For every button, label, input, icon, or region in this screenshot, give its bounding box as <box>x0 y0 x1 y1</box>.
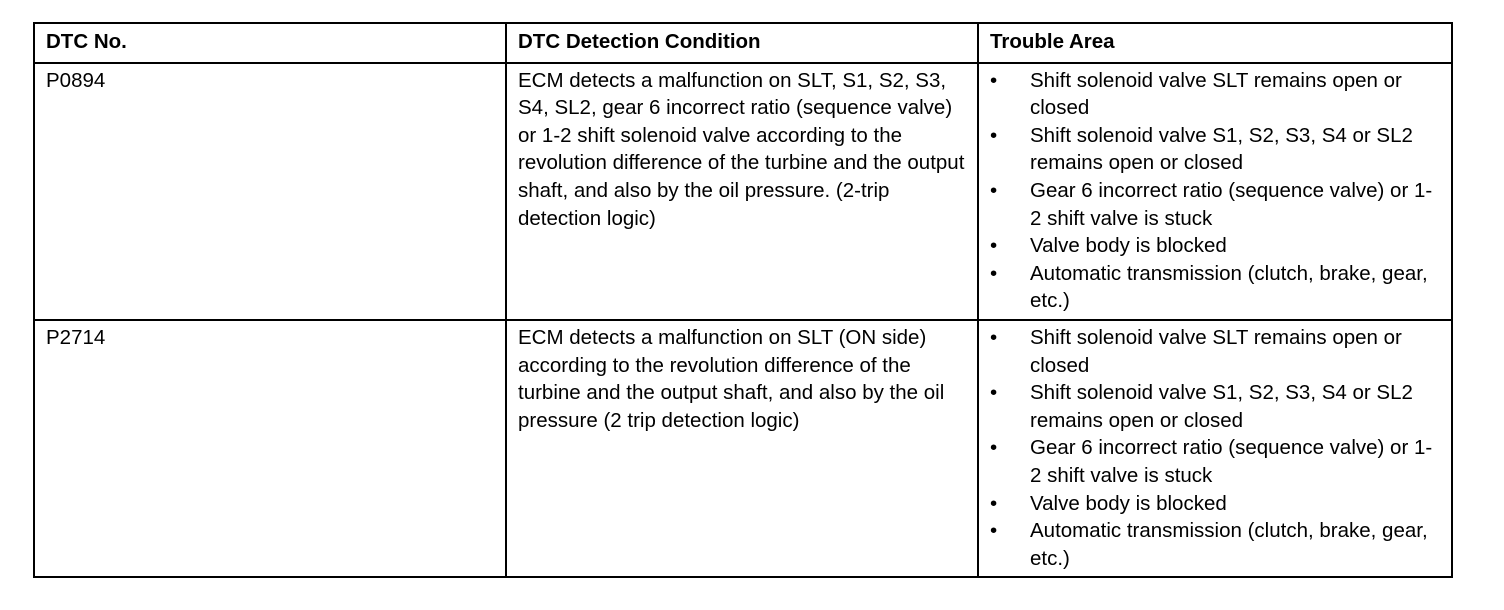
trouble-area-text: Gear 6 incorrect ratio (sequence valve) or 1-2 shift valve is stuck <box>1030 436 1433 487</box>
bullet-icon: • <box>990 491 998 515</box>
trouble-area-text: Shift solenoid valve S1, S2, S3, S4 or SL2 remains open or closed <box>1030 381 1413 432</box>
bullet-icon: • <box>990 519 998 543</box>
trouble-area-text: Shift solenoid valve S1, S2, S3, S4 or SL2 remains open or closed <box>1030 123 1413 175</box>
trouble-area-text: Automatic transmission (clutch, brake, gear, etc.) <box>1030 261 1428 313</box>
trouble-area-text: Valve body is blocked <box>1030 491 1227 515</box>
trouble-area-list <box>990 67 1441 315</box>
bullet-icon: • <box>990 234 998 258</box>
list-item <box>990 379 1441 434</box>
detection-condition-cell: ECM detects a malfunction on SLT, S1, S2, S3, S4, SL2, gear 6 incorrect ratio (sequence valve) or 1-2 shift solenoid valve according to the revolution difference of the turbine and the output shaft, and also by the oil pressure. (2-trip detection logic) <box>506 63 978 320</box>
table-row <box>34 63 1452 320</box>
detection-condition-cell: ECM detects a malfunction on SLT (ON side) according to the revolution difference of the turbine and the output shaft, and also by the oil pressure (2 trip detection logic) <box>506 320 978 577</box>
bullet-icon: • <box>990 381 998 405</box>
list-item <box>990 490 1441 518</box>
list-item <box>990 177 1441 232</box>
dtc-code-cell: P2714 <box>34 320 506 577</box>
trouble-area-text: Shift solenoid valve SLT remains open or closed <box>1030 68 1402 120</box>
list-item <box>990 260 1441 315</box>
header-detection-condition: DTC Detection Condition <box>506 23 978 63</box>
list-item <box>990 434 1441 489</box>
bullet-icon: • <box>990 261 998 285</box>
trouble-area-cell <box>978 63 1452 320</box>
trouble-area-text: Gear 6 incorrect ratio (sequence valve) or 1-2 shift valve is stuck <box>1030 178 1433 230</box>
header-dtc-no: DTC No. <box>34 23 506 63</box>
list-item <box>990 67 1441 122</box>
trouble-area-cell <box>978 320 1452 577</box>
header-trouble-area: Trouble Area <box>978 23 1452 63</box>
bullet-icon: • <box>990 436 998 460</box>
dtc-table <box>33 22 1453 578</box>
list-item <box>990 122 1441 177</box>
trouble-area-text: Valve body is blocked <box>1030 234 1227 258</box>
bullet-icon: • <box>990 178 998 202</box>
trouble-area-text: Automatic transmission (clutch, brake, gear, etc.) <box>1030 519 1428 570</box>
list-item <box>990 324 1441 379</box>
list-item <box>990 232 1441 260</box>
trouble-area-text: Shift solenoid valve SLT remains open or closed <box>1030 325 1402 377</box>
bullet-icon: • <box>990 325 998 349</box>
table-row <box>34 320 1452 577</box>
table-header-row <box>34 23 1452 63</box>
list-item <box>990 517 1441 572</box>
bullet-icon: • <box>990 123 998 147</box>
trouble-area-list <box>990 324 1441 572</box>
bullet-icon: • <box>990 68 998 92</box>
dtc-code-cell: P0894 <box>34 63 506 320</box>
